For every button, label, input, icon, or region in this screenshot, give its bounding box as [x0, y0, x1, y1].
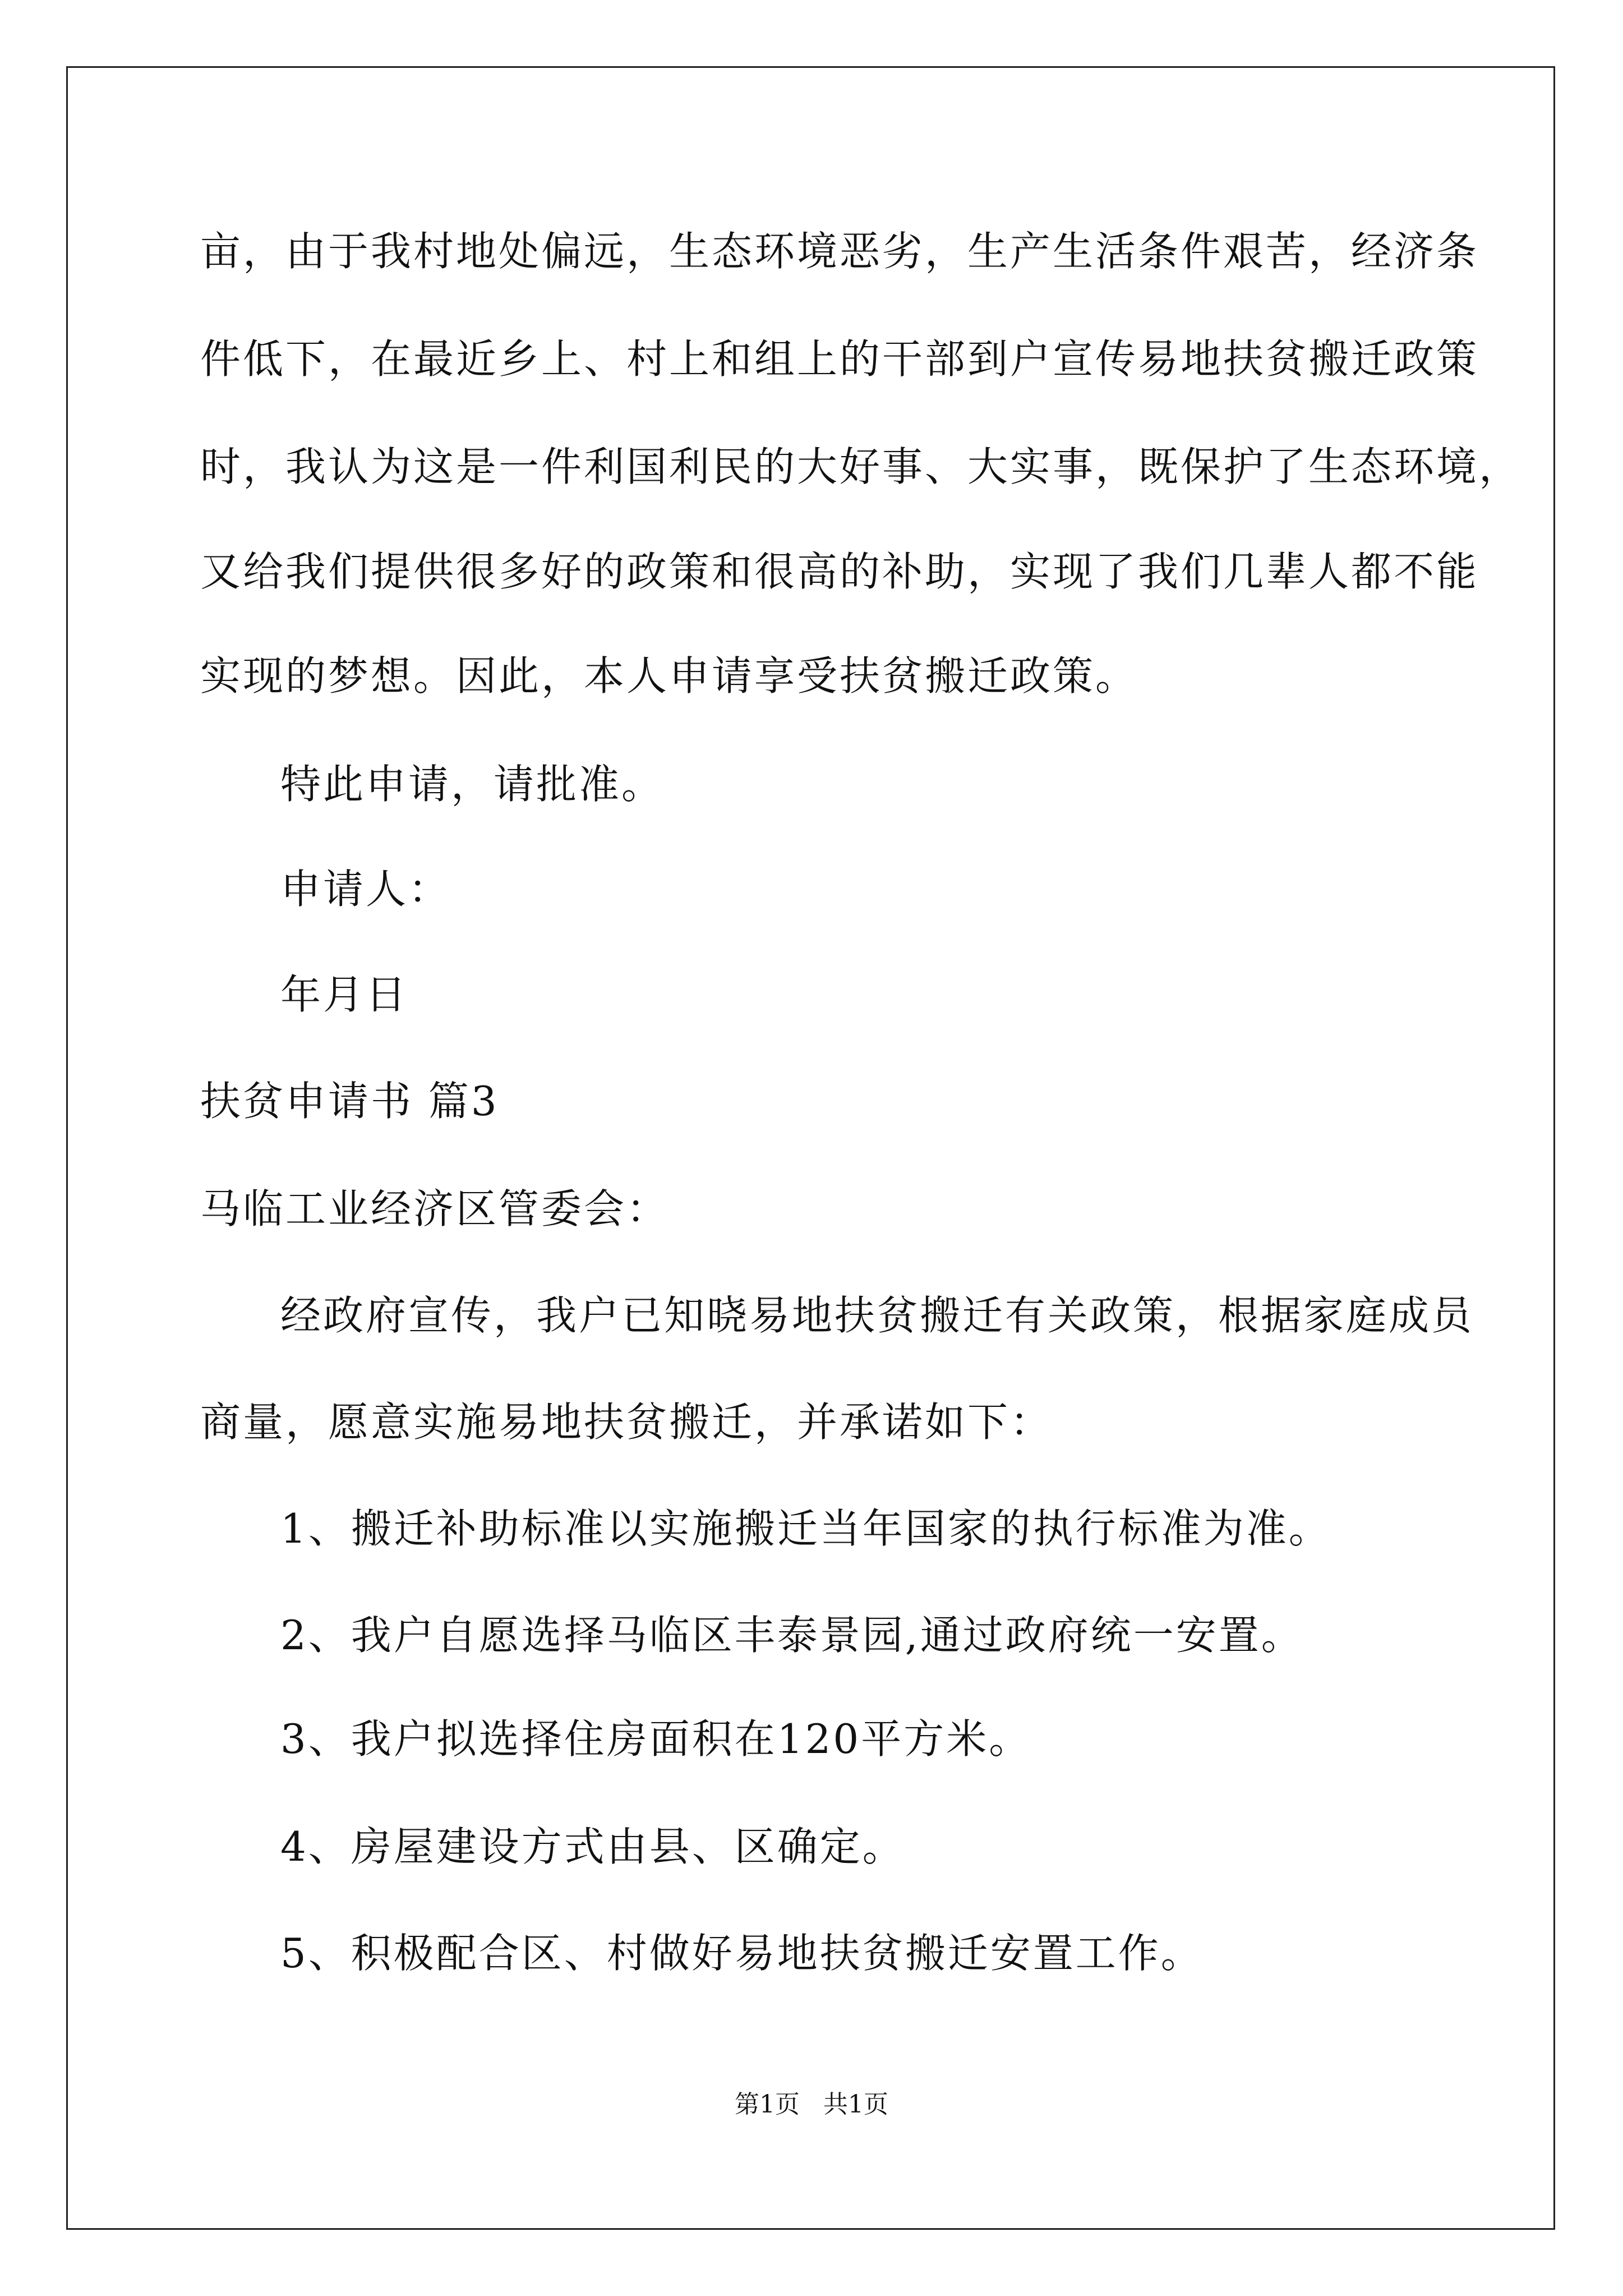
page-border [66, 66, 1555, 2230]
paragraph-line: 件低下，在最近乡上、村上和组上的干部到户宣传易地扶贫搬迁政策 [200, 335, 1479, 383]
salutation: 马临工业经济区管委会： [200, 1185, 670, 1232]
list-item: 5、积极配合区、村做好易地扶贫搬迁安置工作。 [280, 1930, 1204, 1977]
paragraph-line: 商量，愿意实施易地扶贫搬迁，并承诺如下： [200, 1398, 1053, 1446]
paragraph-line: 又给我们提供很多好的政策和很高的补助，实现了我们几辈人都不能 [200, 548, 1479, 595]
closing-request: 特此申请，请批准。 [280, 761, 665, 808]
list-item: 3、我户拟选择住房面积在120平方米。 [280, 1715, 1032, 1763]
list-item: 4、房屋建设方式由县、区确定。 [280, 1823, 905, 1870]
section-heading: 扶贫申请书 篇3 [200, 1078, 499, 1125]
list-item: 2、我户自愿选择马临区丰泰景园,通过政府统一安置。 [280, 1612, 1304, 1659]
page-number-footer: 第1页 共1页 [735, 2090, 888, 2119]
paragraph-line: 亩，由于我村地处偏远，生态环境恶劣，生产生活条件艰苦，经济条 [200, 228, 1479, 275]
paragraph-line: 经政府宣传，我户已知晓易地扶贫搬迁有关政策，根据家庭成员 [280, 1292, 1474, 1339]
list-item: 1、搬迁补助标准以实施搬迁当年国家的执行标准为准。 [280, 1505, 1331, 1552]
date-line: 年月日 [280, 971, 409, 1018]
paragraph-line: 实现的梦想。因此，本人申请享受扶贫搬迁政策。 [200, 652, 1138, 700]
applicant-label: 申请人： [280, 866, 451, 913]
paragraph-line: 时，我认为这是一件利国利民的大好事、大实事，既保护了生态环境， [200, 443, 1522, 490]
